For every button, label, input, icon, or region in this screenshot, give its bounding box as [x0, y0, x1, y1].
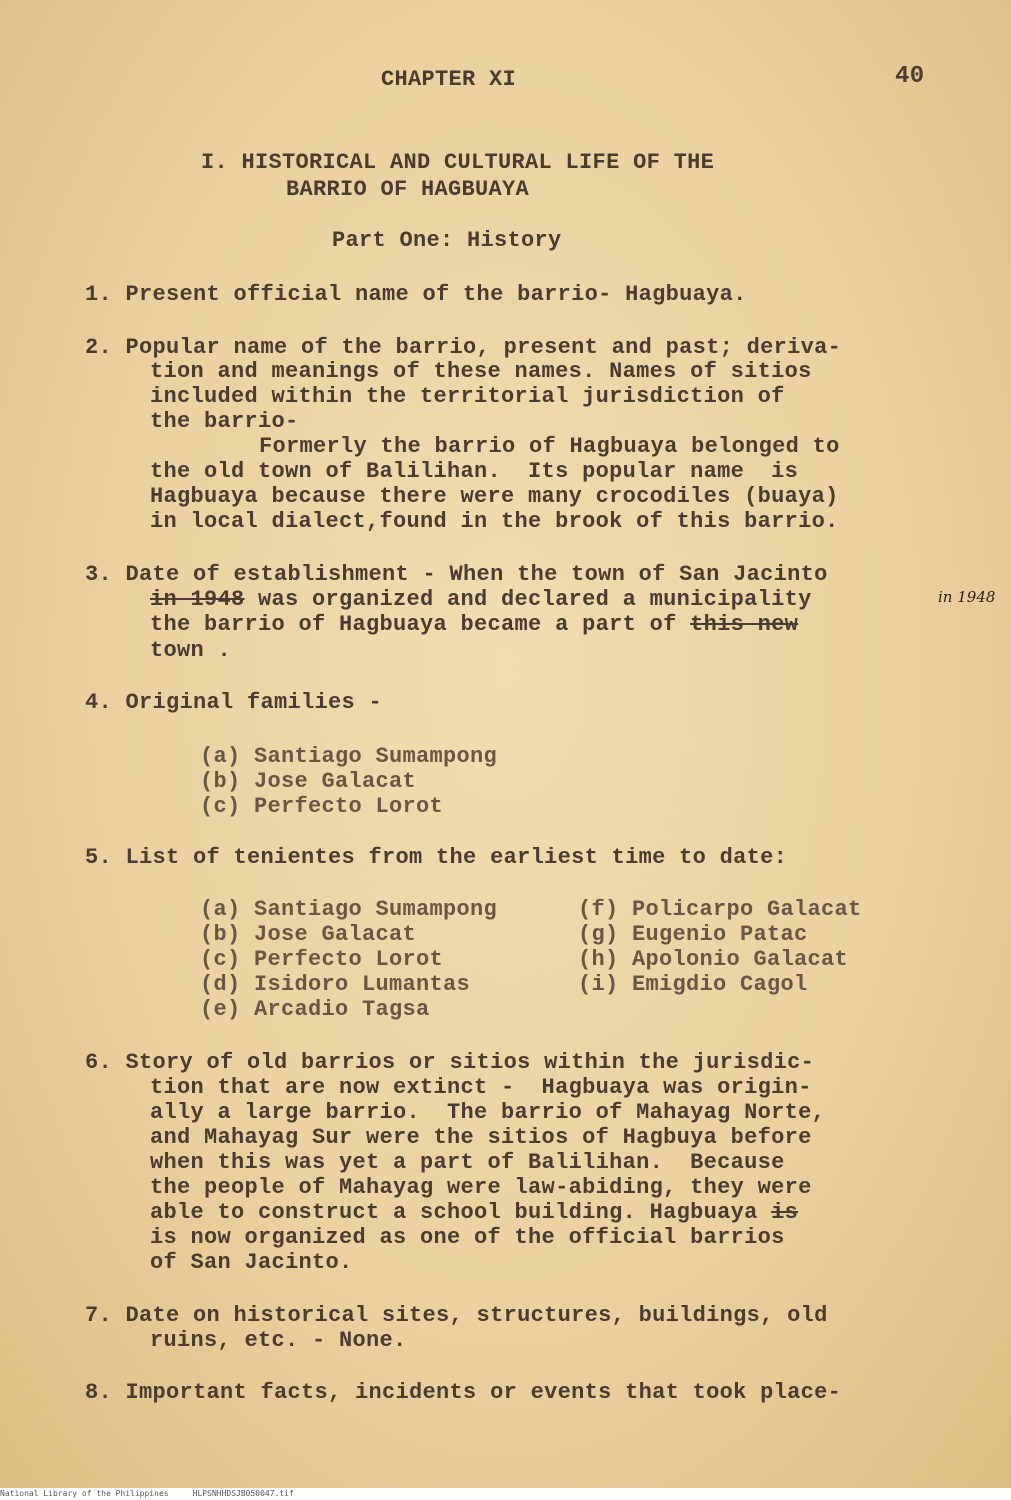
footer-left: National Library of the Philippines [0, 1489, 169, 1498]
section-title-line2: BARRIO OF HAGBUAYA [286, 177, 530, 202]
item-3-text: was organized and declared a municipality [244, 587, 812, 612]
page-number: 40 [895, 63, 925, 90]
item-7-line: 7. Date on historical sites, structures, buildings, old [85, 1303, 828, 1328]
family-item: (b) Jose Galacat [200, 769, 417, 794]
item-3-line [150, 587, 812, 612]
struck-text: is [771, 1200, 799, 1225]
scan-footer [0, 1488, 1011, 1500]
item-6-line: and Mahayag Sur were the sitios of Hagbuya before [150, 1125, 812, 1150]
item-6-line: of San Jacinto. [150, 1250, 353, 1275]
item-6-line [150, 1200, 798, 1225]
item-6-text: able to construct a school building. Hagbuaya [150, 1200, 772, 1225]
item-3-line [150, 612, 798, 637]
item-2-line: Hagbuaya because there were many crocodiles (buaya) [150, 484, 839, 509]
teniente-item: (f) Policarpo Galacat [578, 897, 862, 922]
teniente-item: (b) Jose Galacat [200, 922, 417, 947]
teniente-item: (a) Santiago Sumampong [200, 897, 498, 922]
item-5-heading: 5. List of tenientes from the earliest time to date: [85, 845, 788, 870]
family-item: (a) Santiago Sumampong [200, 744, 498, 769]
teniente-item: (h) Apolonio Galacat [578, 947, 849, 972]
item-2-line: included within the territorial jurisdiction of [150, 384, 785, 409]
footer-right: HLPSNHHDSJB050047.tif [192, 1489, 294, 1498]
item-2-line: in local dialect,found in the brook of this barrio. [150, 509, 839, 534]
item-2-line: the old town of Balilihan. Its popular name is [150, 459, 799, 484]
item-4-heading: 4. Original families - [85, 690, 383, 715]
part-subtitle: Part One: History [332, 228, 562, 253]
item-2-line: the barrio- [150, 409, 299, 434]
family-item: (c) Perfecto Lorot [200, 794, 444, 819]
item-6-line: ally a large barrio. The barrio of Mahayag Norte, [150, 1100, 826, 1125]
teniente-item: (d) Isidoro Lumantas [200, 972, 471, 997]
section-title-line1: I. HISTORICAL AND CULTURAL LIFE OF THE [201, 150, 715, 175]
item-6-line: tion that are now extinct - Hagbuaya was origin- [150, 1075, 812, 1100]
item-3-line: 3. Date of establishment - When the town of San Jacinto [85, 562, 828, 587]
item-3-text: the barrio of Hagbuaya became a part of [150, 612, 691, 637]
struck-text: in 1948 [150, 587, 245, 612]
teniente-item: (c) Perfecto Lorot [200, 947, 444, 972]
item-6-line: the people of Mahayag were law-abiding, they were [150, 1175, 812, 1200]
item-6-line: is now organized as one of the official barrios [150, 1225, 785, 1250]
item-2-line: tion and meanings of these names. Names of sitios [150, 359, 812, 384]
item-7-line: ruins, etc. - None. [150, 1328, 407, 1353]
item-6-line: 6. Story of old barrios or sitios within the jurisdic- [85, 1050, 815, 1075]
item-6-line: when this was yet a part of Balilihan. Because [150, 1150, 785, 1175]
item-3-line: town . [150, 638, 232, 663]
teniente-item: (i) Emigdio Cagol [578, 972, 808, 997]
chapter-heading: CHAPTER XI [381, 67, 517, 92]
struck-text: this new [690, 612, 799, 637]
item-8-line: 8. Important facts, incidents or events that took place- [85, 1380, 842, 1405]
item-2-line: 2. Popular name of the barrio, present and past; deriva- [85, 335, 842, 360]
teniente-item: (e) Arcadio Tagsa [200, 997, 430, 1022]
handwritten-annotation: in 1948 [938, 588, 996, 606]
teniente-item: (g) Eugenio Patac [578, 922, 808, 947]
item-1: 1. Present official name of the barrio- Hagbuaya. [85, 282, 747, 307]
item-2-line: Formerly the barrio of Hagbuaya belonged to [259, 434, 840, 459]
